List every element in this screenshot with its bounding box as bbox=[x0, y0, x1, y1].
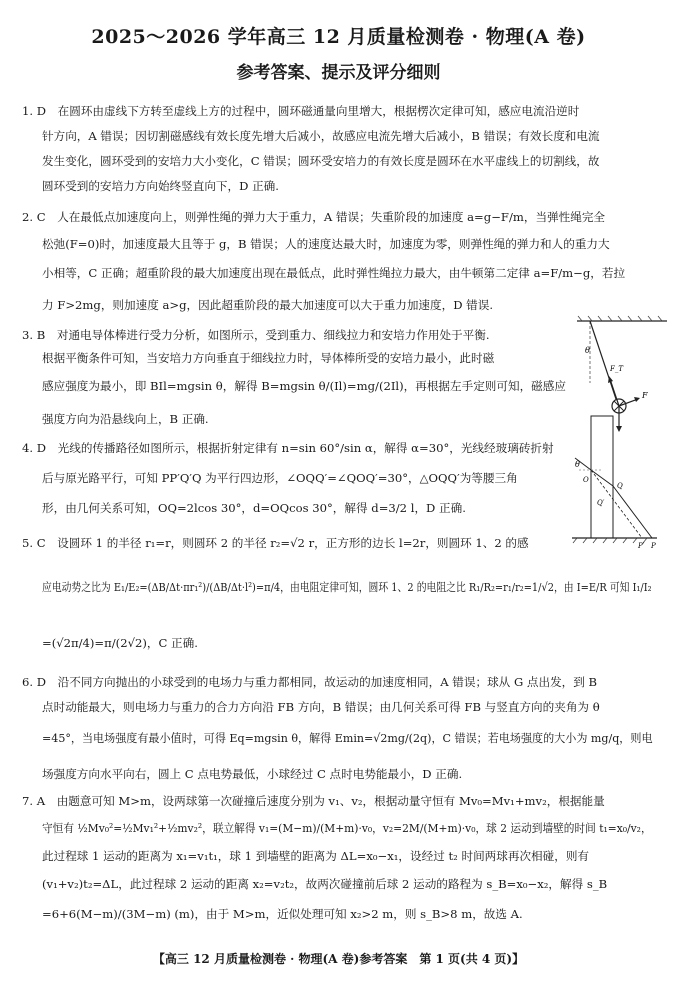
answer-line: 后与原光路平行，可知 PP′Q′Q 为平行四边形，∠OQQ′=∠QOQ′=30°，△OQQ′为等腰三角 bbox=[42, 471, 518, 485]
answer-line: 3. B 对通电导体棒进行受力分析，如图所示，受到重力、细线拉力和安培力作用处于平衡. bbox=[22, 328, 490, 342]
answer-line: 感应强度为最小，即 BIl=mgsin θ，解得 B=mgsin θ/(Il)=mg/(2Il)，再根据左手定则可知，磁感应 bbox=[42, 379, 566, 393]
answer-line: 场强度方向水平向右，圆上 C 点电势最低，小球经过 C 点时电势能最小，D 正确. bbox=[42, 767, 463, 781]
force-label: F bbox=[642, 391, 648, 400]
theta-label: θ bbox=[575, 460, 580, 469]
answer-line: 1. D 在圆环由虚线下方转至虚线上方的过程中，圆环磁通量向里增大，根据楞次定律可知，感应电流沿逆时 bbox=[22, 104, 580, 118]
answer-line: 形，由几何关系可知，OQ=2lcos 30°，d=OQcos 30°，解得 d=3/2 l，D 正确. bbox=[42, 501, 466, 515]
answer-line: 2. C 人在最低点加速度向上，则弹性绳的弹力大于重力，A 错误；失重阶段的加速度 a=g−F/m，当弹性绳完全 bbox=[22, 210, 606, 224]
point-q-label: Q bbox=[617, 482, 623, 490]
page-subtitle: 参考答案、提示及评分细则 bbox=[236, 63, 441, 83]
answer-line: 针方向，A 错误；因切割磁感线有效长度先增大后减小，故感应电流先增大后减小，B 错误；有效长度和电流 bbox=[42, 129, 600, 143]
theta-label: θ bbox=[585, 346, 590, 355]
page-footer: 【高三 12 月质量检测卷 · 物理(A 卷)参考答案 第 1 页(共 4 页)】 bbox=[152, 952, 525, 966]
answer-line: 4. D 光线的传播路径如图所示，根据折射定律有 n=sin 60°/sin α，解得 α=30°，光线经玻璃砖折射 bbox=[22, 441, 554, 455]
answer-line: 守恒有 ½Mv₀²=½Mv₁²+½mv₂²，联立解得 v₁=(M−m)/(M+m)·v₀，v₂=2M/(M+m)·v₀，球 2 运动到墙壁的时间 t₁=x₀/v₂， bbox=[42, 821, 652, 835]
answer-line: =(√2π/4)=π/(2√2)，C 正确. bbox=[42, 636, 198, 650]
tension-label: F_T bbox=[610, 365, 624, 373]
page-title: 2025～2026 学年高三 12 月质量检测卷 · 物理(A 卷) bbox=[91, 26, 586, 48]
point-q-prime-label: Q′ bbox=[597, 499, 605, 507]
answer-line: 力 F>2mg，则加速度 a>g，因此超重阶段的最大加速度可以大于重力加速度，D 错误. bbox=[42, 298, 494, 312]
answer-line: 点时动能最大，则电场力与重力的合力方向沿 FB 方向，B 错误；由几何关系可得 FB 与竖直方向的夹角为 θ bbox=[42, 700, 600, 714]
point-o-label: O bbox=[583, 476, 589, 484]
answer-line: 此过程球 1 运动的距离为 x₁=v₁t₁，球 1 到墙壁的距离为 ΔL=x₀−x₁，设经过 t₂ 时间两球再次相碰，则有 bbox=[42, 849, 590, 863]
answer-line: 圆环受到的安培力方向始终竖直向下，D 正确. bbox=[42, 179, 279, 193]
answer-line: 强度方向为沿悬线向上，B 正确. bbox=[42, 412, 209, 426]
light-path-diagram bbox=[567, 410, 662, 550]
answer-line: 发生变化，圆环受到的安培力大小变化，C 错误；圆环受安培力的有效长度是圆环在水平虚线上的切割线，故 bbox=[42, 154, 600, 168]
point-p-label: P bbox=[651, 542, 656, 550]
answer-line: 松弛(F=0)时，加速度最大且等于 g，B 错误；人的速度达最大时，加速度为零，则弹性绳的弹力和人的重力大 bbox=[42, 237, 610, 251]
answer-line: (v₁+v₂)t₂=ΔL，此过程球 2 运动的距离 x₂=v₂t₂，故两次碰撞前后球 2 运动的路程为 s_B=x₀−x₂，解得 s_B bbox=[42, 877, 608, 891]
point-p-prime-label: P′ bbox=[638, 542, 645, 550]
answer-line: =6+6(M−m)/(3M−m) (m)，由于 M>m，近似处理可知 x₂>2 m，则 s_B>8 m，故选 A. bbox=[42, 907, 523, 921]
answer-line: 5. C 设圆环 1 的半径 r₁=r，则圆环 2 的半径 r₂=√2 r，正方形的边长 l=2r，则圆环 1、2 的感 bbox=[22, 536, 529, 550]
answer-line: 6. D 沿不同方向抛出的小球受到的电场力与重力都相同，故运动的加速度相同，A 错误；球从 G 点出发，到 B bbox=[22, 675, 598, 689]
answer-line: 小相等，C 正确；超重阶段的最大加速度出现在最低点，此时弹性绳拉力最大，由牛顿第二定律 a=F/m−g，若拉 bbox=[42, 266, 626, 280]
answer-line: 应电动势之比为 E₁/E₂=(ΔB/Δt·πr₁²)/(ΔB/Δt·l²)=π/4，由电阻定律可知，圆环 1、2 的电阻之比 R₁/R₂=r₁/r₂=1/√2，由 I=E/R 可知 I₁/I₂ bbox=[42, 580, 652, 594]
answer-line: 根据平衡条件可知，当安培力方向垂直于细线拉力时，导体棒所受的安培力最小，此时磁 bbox=[42, 351, 495, 365]
answer-line: =45°，当电场强度有最小值时，可得 Eq=mgsin θ，解得 Emin=√2mg/(2q)，C 错误；若电场强度的大小为 mg/q，则电 bbox=[42, 731, 653, 745]
answer-line: 7. A 由题意可知 M>m，设两球第一次碰撞后速度分别为 v₁、v₂，根据动量守恒有 Mv₀=Mv₁+mv₂，根据能量 bbox=[22, 794, 605, 808]
